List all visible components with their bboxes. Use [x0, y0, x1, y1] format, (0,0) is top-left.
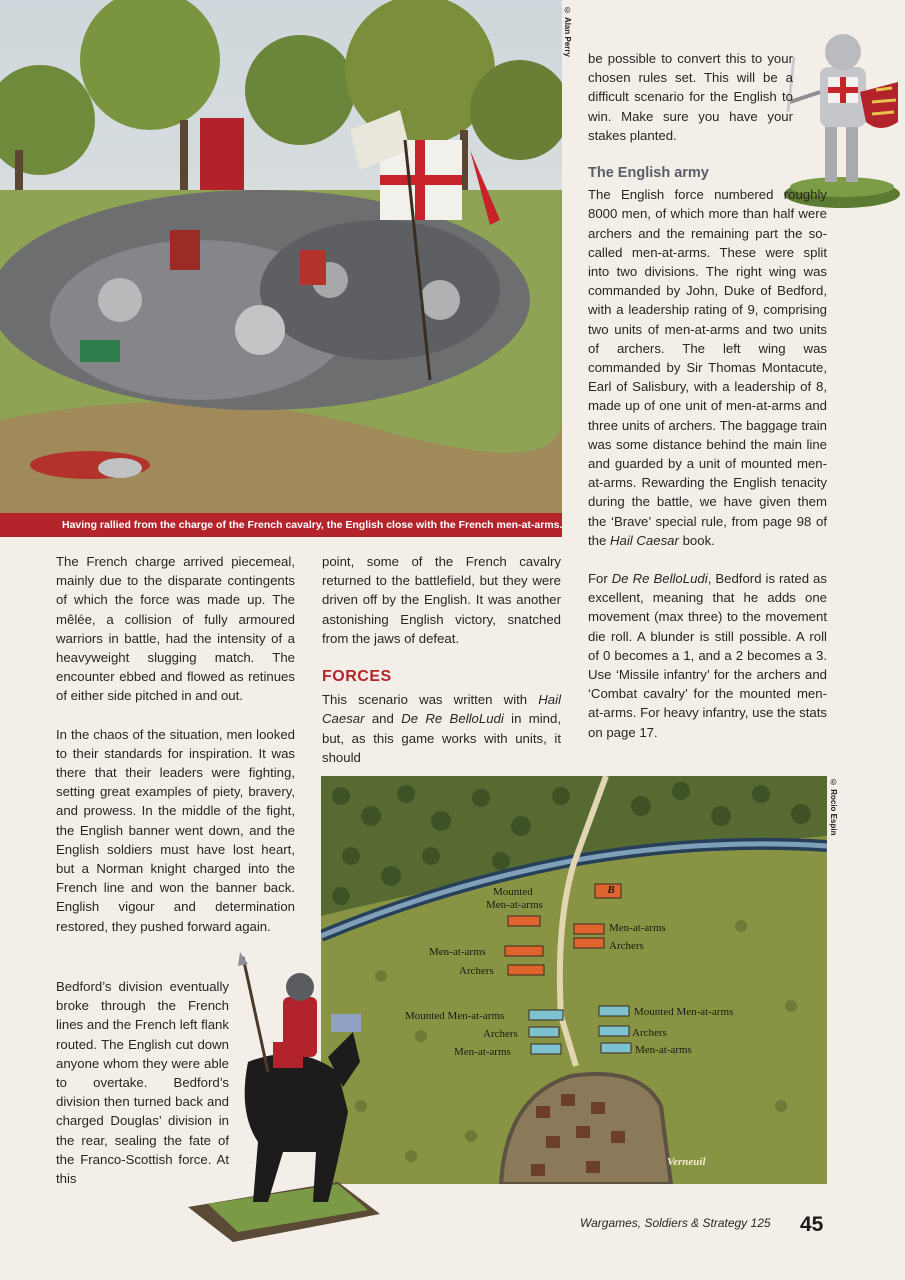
- label-mounted: Mounted: [493, 886, 533, 898]
- label-men-at-arms: Men-at-arms: [454, 1046, 511, 1058]
- label-men-at-arms: Men-at-arms: [635, 1044, 692, 1056]
- label-men-at-arms: Men-at-arms: [609, 922, 666, 934]
- paragraph: be possible to convert this to your chosen rules set. This will be a difficult scenario for the English to win. Make sure you have your stakes planted.: [588, 51, 793, 143]
- battle-photo: [0, 0, 562, 537]
- article-column-2: [322, 552, 561, 767]
- miniatures-scene-image: [0, 0, 562, 537]
- forces-heading: FORCES: [322, 668, 392, 686]
- article-column-3-top: [588, 49, 793, 145]
- paragraph: Bedford’s division eventually broke through the French lines and the French left flank routed. The English cut down anyone whom they were able to overtake. Bedford’s division then turned back and charged Douglas’ division in the rear, sealing the fate of the Franco-Scottish force. At this: [56, 979, 229, 1187]
- label-archers: Archers: [483, 1028, 518, 1040]
- english-unit-block: [508, 965, 544, 975]
- map-credit: © Rocio Espin: [829, 778, 838, 836]
- label-archers: Archers: [609, 940, 644, 952]
- paragraph: The English force numbered roughly 8000 men, of which more than half were archers and the remaining part the so-called men-at-arms. These were split into two divisions. The right wing was commanded by John, Duke of Bedford, with a leadership rating of 9, comprising two units of men-at-arms and two units of archers. The left wing was commanded by Sir Thomas Montacute, Earl of Salisbury, with a leadership of 8, made up of one unit of men-at-arms and three units of archers. The baggage train was some distance behind the main line and guarded by a unit of mounted men-at-arms. Rewarding the English tenacity during the battle, we have given them the ‘Brave’ special rule, from page 98 of the Hail Caesar book.: [588, 187, 827, 548]
- paragraph: point, some of the French cavalry returned to the battlefield, but they were driven off by the English. It was another astonishing English victory, snatched from the jaws of defeat.: [322, 554, 561, 646]
- french-unit-block: [599, 1006, 629, 1016]
- label-mounted-men-at-arms: Mounted Men-at-arms: [634, 1006, 734, 1018]
- paragraph: For De Re BelloLudi, Bedford is rated as excellent, meaning that he adds one movement (max three) to the movement die roll. A blunder is still possible. A roll of 0 becomes a 1, and a 2 becomes a 3. Use ‘Missile infantry’ for the archers and ‘Combat cavalry’ for the mounted men-at-arms. For heavy infantry, use the stats on page 17.: [588, 571, 827, 740]
- french-unit-block: [529, 1010, 563, 1020]
- map-terrain: [321, 776, 827, 1184]
- magazine-title: Wargames, Soldiers & Strategy 125: [580, 1216, 771, 1230]
- label-mounted-men-at-arms: Mounted Men-at-arms: [405, 1010, 505, 1022]
- battle-map: [321, 776, 827, 1184]
- french-unit-block: [599, 1026, 629, 1036]
- english-unit-block: [574, 938, 604, 948]
- label-archers: Archers: [459, 965, 494, 977]
- article-column-3: [588, 164, 827, 742]
- english-unit-block: [505, 946, 543, 956]
- label-archers: Archers: [632, 1027, 667, 1039]
- french-unit-block: [601, 1043, 631, 1053]
- french-unit-block: [531, 1044, 561, 1054]
- label-men-at-arms: Men-at-arms: [429, 946, 486, 958]
- photo-caption: Having rallied from the charge of the French cavalry, the English close with the French men-at-arms.: [0, 513, 562, 537]
- mounted-knight-miniature: [188, 952, 380, 1242]
- english-army-heading: The English army: [588, 165, 709, 181]
- paragraph: In the chaos of the situation, men looked to their standards for inspiration. It was there that their leaders were fighting, setting great examples of piety, bravery, and prowess. In the middle of the fight, the English banner went down, and the English soldiers must have lost heart, but a Norman knight charged into the French line and won the banner back. English vigour and determination restored, they pushed forward again.: [56, 726, 295, 934]
- article-column-1: [56, 552, 295, 936]
- paragraph: The French charge arrived piecemeal, mainly due to the disparate contingents of which the force was made up. The mêlée, a collision of fully armoured warriors in battle, had the intensity of a heavyweight slugging match. The encounter ebbed and flowed as retinues of either side pitched in and out.: [56, 554, 295, 704]
- french-unit-block: [529, 1027, 559, 1037]
- photo-credit: © Alan Perry: [563, 6, 572, 57]
- page-number: 45: [800, 1213, 824, 1236]
- english-unit-block: [574, 924, 604, 934]
- english-unit-block: [508, 916, 540, 926]
- label-mounted-men-at-arms: Men-at-arms: [486, 899, 543, 911]
- town-label: Verneuil: [667, 1156, 706, 1168]
- baggage-marker: B: [607, 884, 615, 896]
- paragraph: This scenario was written with Hail Caesar and De Re BelloLudi in mind, but, as this game works with units, it should: [322, 692, 561, 765]
